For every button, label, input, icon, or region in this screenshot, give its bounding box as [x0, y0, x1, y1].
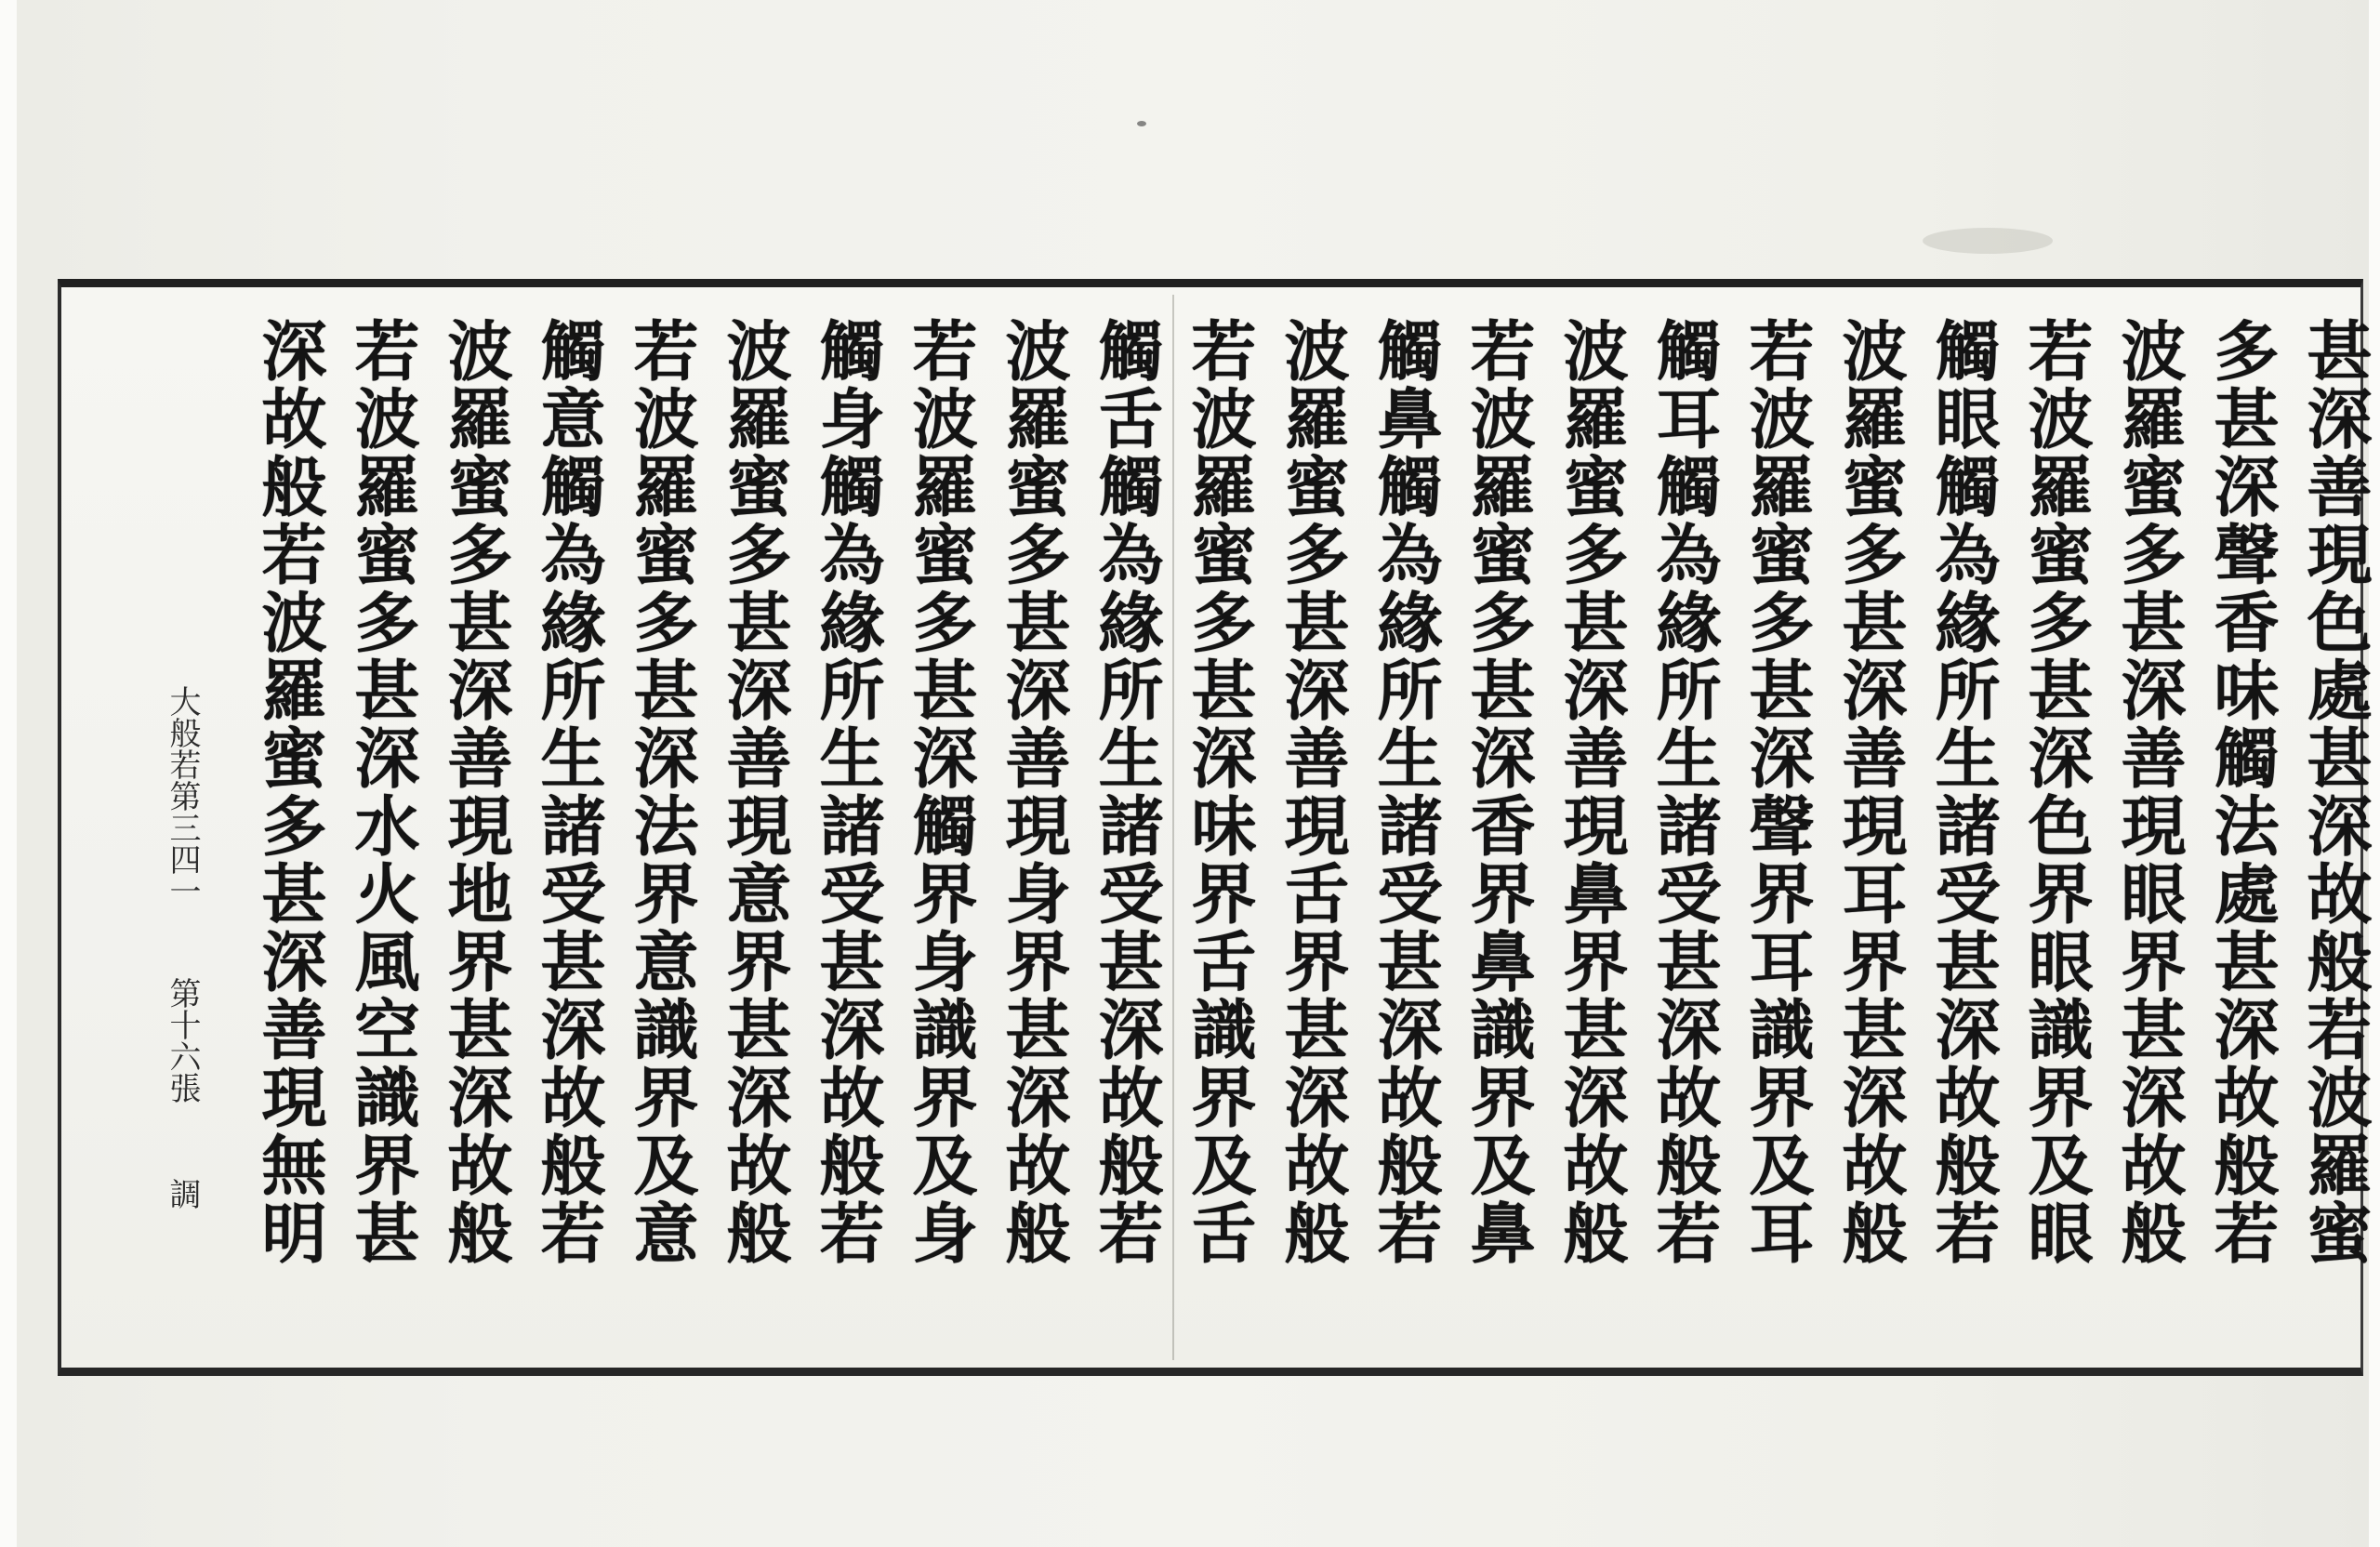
text-column: 若波羅蜜多甚深法界意識界及意	[623, 317, 700, 1267]
text-column: 深故般若波羅蜜多甚深善現無明	[251, 317, 328, 1267]
page-number-note: 第十六張	[164, 977, 201, 1104]
text-column: 若波羅蜜多甚深水火風空識界甚	[344, 317, 421, 1267]
text-column: 若波羅蜜多甚深味界舌識界及舌	[1181, 317, 1258, 1267]
text-column: 觸舌觸為緣所生諸受甚深故般若	[1088, 317, 1165, 1267]
text-column: 波羅蜜多甚深善現意界甚深故般	[716, 317, 793, 1267]
text-column: 觸身觸為緣所生諸受甚深故般若	[809, 317, 886, 1267]
text-column: 觸眼觸為緣所生諸受甚深故般若	[1924, 317, 2002, 1267]
text-column: 觸鼻觸為緣所生諸受甚深故般若	[1367, 317, 1444, 1267]
text-column: 觸意觸為緣所生諸受甚深故般若	[530, 317, 607, 1267]
text-column: 波羅蜜多甚深善現鼻界甚深故般	[1553, 317, 1630, 1267]
text-column: 波羅蜜多甚深善現舌界甚深故般	[1274, 317, 1351, 1267]
text-column: 觸耳觸為緣所生諸受甚深故般若	[1646, 317, 1723, 1267]
text-column: 多甚深聲香味觸法處甚深故般若	[2203, 317, 2281, 1267]
text-column: 波羅蜜多甚深善現眼界甚深故般	[2110, 317, 2188, 1267]
text-column: 若波羅蜜多甚深觸界身識界及身	[902, 317, 979, 1267]
text-column: 波羅蜜多甚深善現身界甚深故般	[995, 317, 1072, 1267]
text-column: 波羅蜜多甚深善現耳界甚深故般	[1831, 317, 1909, 1267]
text-column: 若波羅蜜多甚深香界鼻識界及鼻	[1460, 317, 1537, 1267]
ink-smudge-small	[1137, 121, 1146, 126]
text-column: 若波羅蜜多甚深色界眼識界及眼	[2017, 317, 2095, 1267]
text-column: 波羅蜜多甚深善現地界甚深故般	[437, 317, 514, 1267]
ink-smudge	[1923, 228, 2053, 254]
text-column: 若波羅蜜多甚深聲界耳識界及耳	[1739, 317, 1816, 1267]
sutra-title-note: 大般若第三四一	[164, 685, 201, 906]
text-column: 甚深善現色處甚深故般若波羅蜜	[2296, 317, 2373, 1267]
woodblock-print-frame	[58, 279, 2373, 1376]
carver-mark: 調	[164, 1178, 201, 1210]
